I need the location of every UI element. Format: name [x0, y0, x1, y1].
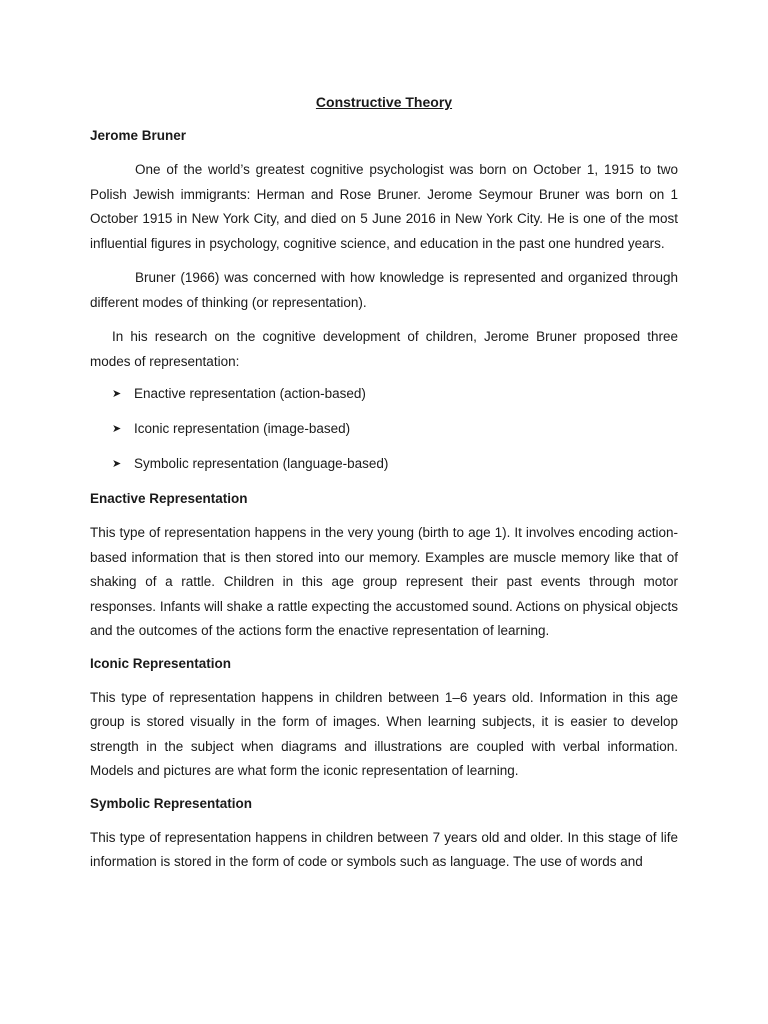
bullet-item-iconic — [90, 419, 678, 439]
arrowhead-bullet-icon: ➤ — [112, 388, 122, 400]
section-heading-symbolic: Symbolic Representation — [90, 795, 253, 811]
bullet-text: Symbolic representation (language-based) — [134, 456, 389, 471]
modes-bullet-list — [90, 384, 678, 474]
paragraph-iconic: This type of representation happens in children between 1–6 years old. Information in this age group is stored visually in the form of images. When learning subjects, it is easier to develop strength in the subject when diagrams and illustrations are coupled with verbal information. Models and pictures are what form the iconic representation of learning. — [90, 689, 678, 778]
bullet-item-symbolic — [90, 454, 678, 474]
paragraph-bruner-modes: In his research on the cognitive development of children, Jerome Bruner proposed three modes of representation: — [90, 329, 678, 369]
paragraph-enactive: This type of representation happens in the very young (birth to age 1). It involves encoding action-based information that is then stored into our memory. Examples are muscle memory like that of shaking of a rattle. Children in this age group represent their past events through motor responses. Infants will shake a rattle expecting the accustomed sound. Actions on physical objects and the outcomes of the actions form the enactive representation of learning. — [90, 525, 678, 638]
document-title: Constructive Theory — [315, 94, 453, 110]
section-heading-enactive: Enactive Representation — [90, 491, 248, 506]
arrowhead-bullet-icon: ➤ — [112, 458, 122, 470]
bullet-item-enactive — [90, 384, 678, 404]
paragraph-bruner-biography: One of the world’s greatest cognitive psychologist was born on October 1, 1915 to two Polish Jewish immigrants: Herman and Rose Bruner. Jerome Seymour Bruner was born on 1 October 1915 in New York City, and died on 5 June 2016 in New York City. He is one of the most influential figures in psychology, cognitive science, and education in the past one hundred years. — [90, 162, 678, 251]
arrowhead-bullet-icon: ➤ — [112, 423, 122, 435]
bullet-text: Enactive representation (action-based) — [134, 386, 366, 401]
paragraph-bruner-knowledge: Bruner (1966) was concerned with how knowledge is represented and organized through different modes of thinking (or representation). — [90, 270, 678, 310]
paragraph-symbolic: This type of representation happens in children between 7 years old and older. In this stage of life information is stored in the form of code or symbols such as language. The use of words and — [90, 829, 678, 869]
bullet-text: Iconic representation (image-based) — [134, 421, 351, 436]
section-heading-iconic: Iconic Representation — [90, 655, 232, 671]
section-heading-jerome-bruner: Jerome Bruner — [90, 128, 187, 143]
document-page — [90, 92, 678, 885]
